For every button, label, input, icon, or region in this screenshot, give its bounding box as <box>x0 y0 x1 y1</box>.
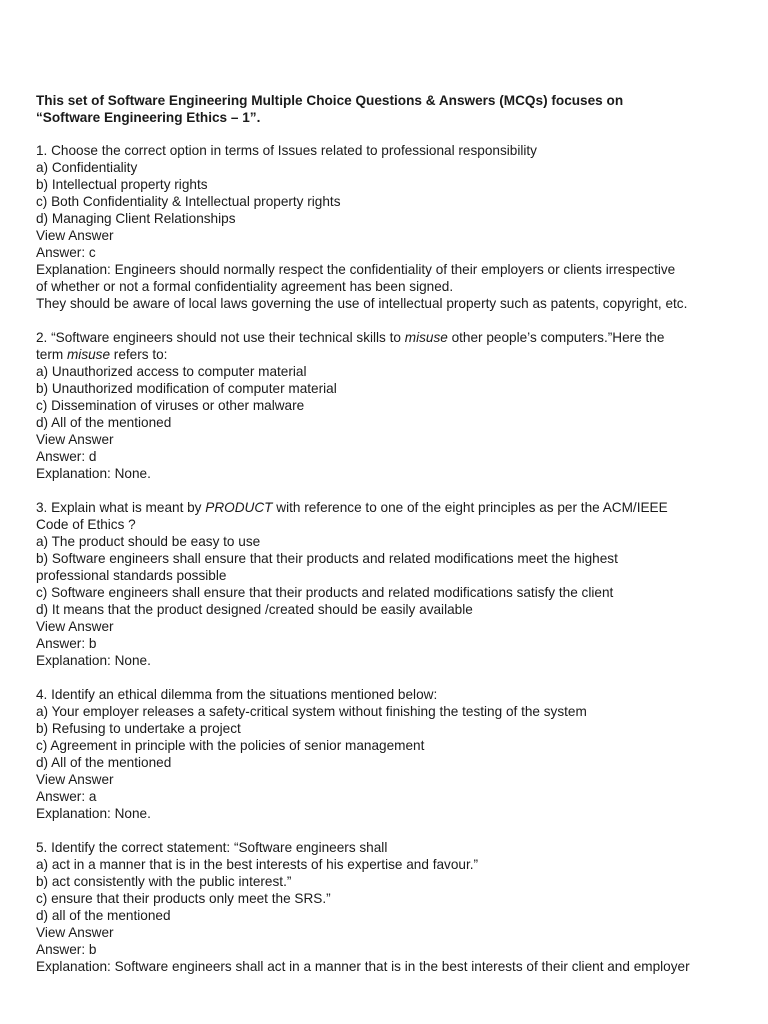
stem-text: with reference to one of the eight principles as per the ACM/IEEE <box>272 500 668 515</box>
question-stem-line-2 <box>36 346 736 363</box>
question-4 <box>36 686 736 822</box>
question-stem: 4. Identify an ethical dilemma from the situations mentioned below: <box>36 687 438 702</box>
question-1 <box>36 142 736 312</box>
explanation: Explanation: None. <box>36 466 151 481</box>
option-b: b) act consistently with the public interest.” <box>36 874 292 889</box>
answer: Answer: b <box>36 942 97 957</box>
option-d: d) all of the mentioned <box>36 908 171 923</box>
question-stem-line-2: Code of Ethics ? <box>36 517 136 532</box>
document-page <box>36 92 736 992</box>
stem-italic-term: misuse <box>66 347 111 362</box>
option-b: b) Refusing to undertake a project <box>36 721 241 736</box>
option-c: c) Agreement in principle with the policies of senior management <box>36 738 425 753</box>
stem-text: 3. Explain what is meant by <box>36 500 206 515</box>
explanation-line-2: of whether or not a formal confidentiality agreement has been signed. <box>36 279 454 294</box>
option-b: b) Unauthorized modification of computer material <box>36 381 337 396</box>
explanation-line-3: They should be aware of local laws governing the use of intellectual property such as patents, copyright, etc. <box>36 296 688 311</box>
view-answer-link[interactable]: View Answer <box>36 228 114 243</box>
option-a: a) The product should be easy to use <box>36 534 261 549</box>
option-d: d) It means that the product designed /created should be easily available <box>36 602 473 617</box>
option-b: b) Intellectual property rights <box>36 177 208 192</box>
stem-text: 2. “Software engineers should not use their technical skills to <box>36 330 405 345</box>
explanation: Explanation: None. <box>36 806 151 821</box>
option-c: c) Software engineers shall ensure that their products and related modifications satisfy the client <box>36 585 614 600</box>
answer: Answer: b <box>36 636 97 651</box>
option-d: d) Managing Client Relationships <box>36 211 236 226</box>
option-d: d) All of the mentioned <box>36 755 172 770</box>
question-stem: 1. Choose the correct option in terms of Issues related to professional responsibility <box>36 143 537 158</box>
view-answer-link[interactable]: View Answer <box>36 772 114 787</box>
stem-text: term <box>36 347 67 362</box>
intro-line-1: This set of Software Engineering Multiple Choice Questions & Answers (MCQs) focuses on <box>36 93 624 108</box>
option-a: a) Confidentiality <box>36 160 138 175</box>
stem-italic-term: PRODUCT <box>205 500 273 515</box>
option-b: b) Software engineers shall ensure that their products and related modifications meet the highest <box>36 551 618 566</box>
question-stem-line-1 <box>36 499 736 516</box>
stem-italic-term: misuse <box>404 330 448 345</box>
stem-text: other people’s computers.”Here the <box>447 330 665 345</box>
explanation: Explanation: Software engineers shall act in a manner that is in the best interests of their client and employer <box>36 959 690 974</box>
answer: Answer: c <box>36 245 96 260</box>
question-3 <box>36 499 736 669</box>
view-answer-link[interactable]: View Answer <box>36 432 114 447</box>
option-c: c) Both Confidentiality & Intellectual property rights <box>36 194 341 209</box>
view-answer-link[interactable]: View Answer <box>36 925 114 940</box>
intro-line-2: “Software Engineering Ethics – 1”. <box>36 110 261 125</box>
option-a: a) Your employer releases a safety-critical system without finishing the testing of the system <box>36 704 587 719</box>
explanation: Explanation: None. <box>36 653 151 668</box>
option-d: d) All of the mentioned <box>36 415 172 430</box>
question-2 <box>36 329 736 482</box>
question-stem-line-1 <box>36 329 736 346</box>
option-a: a) act in a manner that is in the best interests of his expertise and favour.” <box>36 857 479 872</box>
answer: Answer: d <box>36 449 97 464</box>
explanation-line-1: Explanation: Engineers should normally respect the confidentiality of their employers or clients irrespective <box>36 262 676 277</box>
option-c: c) Dissemination of viruses or other malware <box>36 398 305 413</box>
option-b-continued: professional standards possible <box>36 568 227 583</box>
option-c: c) ensure that their products only meet the SRS.” <box>36 891 331 906</box>
option-a: a) Unauthorized access to computer material <box>36 364 307 379</box>
answer: Answer: a <box>36 789 97 804</box>
intro-heading <box>36 92 736 126</box>
stem-text: refers to: <box>110 347 168 362</box>
view-answer-link[interactable]: View Answer <box>36 619 114 634</box>
question-5 <box>36 839 736 975</box>
question-stem: 5. Identify the correct statement: “Software engineers shall <box>36 840 388 855</box>
